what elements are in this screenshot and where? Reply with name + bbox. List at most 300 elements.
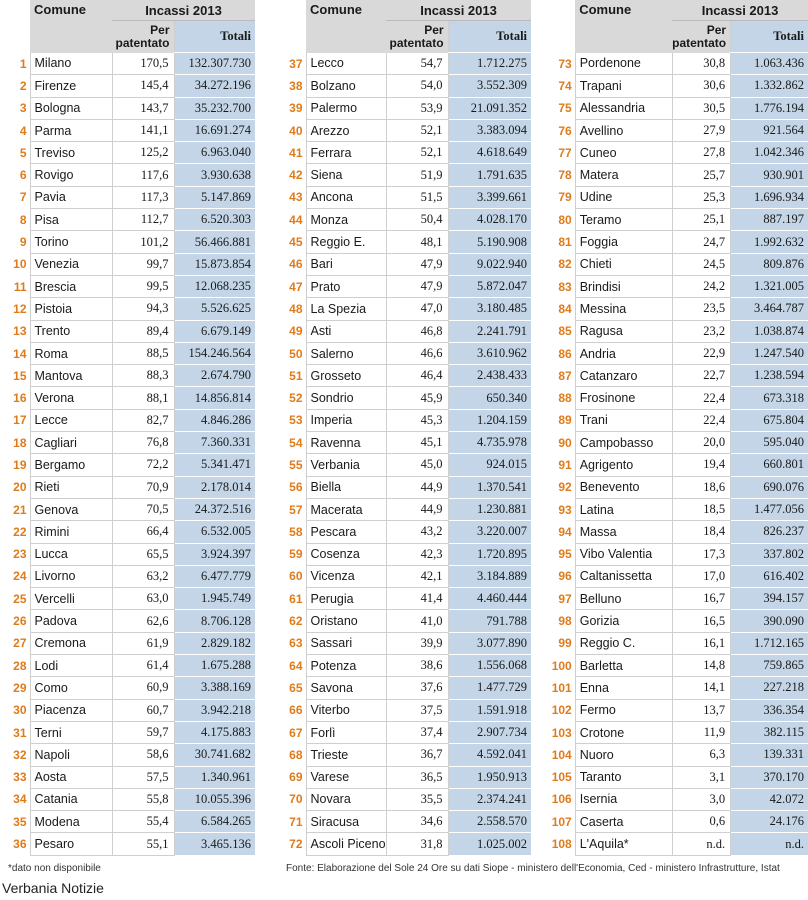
totale-value: 1.042.346: [731, 142, 808, 164]
table-row: [0, 409, 255, 431]
rank-number: 82: [558, 257, 572, 272]
table-row: [545, 699, 808, 721]
rank-number: 70: [289, 792, 303, 807]
comune-name: Rimini: [30, 521, 112, 543]
per-patentato-value: 60,7: [112, 699, 174, 721]
per-patentato-value: 61,4: [112, 655, 174, 677]
rank-number: 6: [19, 168, 27, 183]
comune-header: Comune: [30, 0, 112, 53]
table-row: [276, 365, 531, 387]
totale-value: 1.675.288: [174, 655, 255, 677]
rank-number: 87: [558, 368, 572, 383]
per-patentato-value: 41,0: [386, 610, 448, 632]
totale-value: 1.712.165: [731, 632, 808, 654]
rank-number: 83: [558, 279, 572, 294]
table-row: [545, 53, 808, 75]
totale-value: 1.477.056: [731, 498, 808, 520]
watermark: Verbania Notizie: [2, 880, 104, 896]
totale-value: 12.068.235: [174, 275, 255, 297]
totale-value: 2.178.014: [174, 476, 255, 498]
per-patentato-value: 6,3: [672, 744, 731, 766]
totale-value: 2.558.570: [448, 811, 531, 833]
table-row: [545, 588, 808, 610]
comune-name: Piacenza: [30, 699, 112, 721]
rank-number: 14: [13, 346, 27, 361]
comune-name: Aosta: [30, 766, 112, 788]
rank-number: 66: [289, 703, 303, 718]
rank-number: 73: [558, 56, 572, 71]
rank-number: 3: [19, 101, 27, 116]
table-row: [276, 833, 531, 855]
rank-number: 63: [289, 636, 303, 651]
per-patentato-value: 25,7: [672, 164, 731, 186]
table-row: [0, 432, 255, 454]
comune-name: Vercelli: [30, 588, 112, 610]
per-patentato-value: 18,6: [672, 476, 731, 498]
comune-header: Comune: [575, 0, 672, 53]
per-patentato-value: 52,1: [386, 142, 448, 164]
comune-name: Asti: [306, 320, 386, 342]
totale-value: 2.674.790: [174, 365, 255, 387]
comune-name: Monza: [306, 209, 386, 231]
comune-name: Grosseto: [306, 365, 386, 387]
per-patentato-value: 3,0: [672, 788, 731, 810]
rank-number: 61: [289, 591, 303, 606]
comune-name: Catanzaro: [575, 365, 672, 387]
table-row: [545, 521, 808, 543]
per-patentato-value: 27,9: [672, 119, 731, 141]
table-row: [0, 298, 255, 320]
comune-name: Lecce: [30, 409, 112, 431]
per-patentato-value: 0,6: [672, 811, 731, 833]
comune-name: Trento: [30, 320, 112, 342]
table-row: [276, 454, 531, 476]
rank-number: 12: [13, 301, 27, 316]
totale-value: 1.370.541: [448, 476, 531, 498]
rank-number: 15: [13, 368, 27, 383]
totale-value: 4.618.649: [448, 142, 531, 164]
per-patentato-value: 117,6: [112, 164, 174, 186]
per-patentato-value: 17,0: [672, 565, 731, 587]
totale-value: 826.237: [731, 521, 808, 543]
table-row: [545, 342, 808, 364]
rank-number: 78: [558, 168, 572, 183]
per-patentato-value: 76,8: [112, 432, 174, 454]
totale-value: 1.477.729: [448, 677, 531, 699]
comune-name: Bolzano: [306, 75, 386, 97]
rank-number: 24: [13, 569, 27, 584]
totale-value: 660.801: [731, 454, 808, 476]
rank-number: 33: [13, 770, 27, 785]
per-patentato-value: 42,3: [386, 543, 448, 565]
totale-value: 34.272.196: [174, 75, 255, 97]
table-row: [276, 97, 531, 119]
per-patentato-value: 14,1: [672, 677, 731, 699]
rank-number: 7: [19, 190, 27, 205]
table-row: [545, 320, 808, 342]
rank-number: 102: [551, 703, 572, 718]
comune-name: Frosinone: [575, 387, 672, 409]
per-patentato-value: 31,8: [386, 833, 448, 855]
rank-number: 91: [558, 457, 572, 472]
table-row: [276, 298, 531, 320]
totale-value: 1.321.005: [731, 275, 808, 297]
per-patentato-value: 47,0: [386, 298, 448, 320]
rank-header: [276, 0, 306, 53]
rank-number: 20: [13, 480, 27, 495]
rank-number: 18: [13, 435, 27, 450]
totale-value: 154.246.564: [174, 342, 255, 364]
rank-number: 13: [13, 324, 27, 339]
rank-number: 35: [13, 814, 27, 829]
comune-name: Sassari: [306, 632, 386, 654]
table-row: [0, 655, 255, 677]
table-row: [276, 387, 531, 409]
totale-value: 42.072: [731, 788, 808, 810]
comune-name: Terni: [30, 721, 112, 743]
totali-header: Totali: [448, 21, 531, 53]
rank-number: 54: [289, 435, 303, 450]
rank-number: 29: [13, 680, 27, 695]
rank-number: 38: [289, 78, 303, 93]
comune-name: Arezzo: [306, 119, 386, 141]
totale-value: 1.063.436: [731, 53, 808, 75]
totale-value: 930.901: [731, 164, 808, 186]
per-patentato-value: 117,3: [112, 186, 174, 208]
table-row: [0, 97, 255, 119]
table-row: [276, 164, 531, 186]
table-row: [545, 275, 808, 297]
rank-number: 25: [13, 591, 27, 606]
rank-number: 62: [289, 614, 303, 629]
comune-name: Prato: [306, 275, 386, 297]
per-patentato-value: 54,7: [386, 53, 448, 75]
ranking-table-2: [276, 0, 531, 856]
rank-number: 52: [289, 391, 303, 406]
totale-value: 6.963.040: [174, 142, 255, 164]
rank-number: 1: [19, 56, 27, 71]
comune-name: Varese: [306, 766, 386, 788]
per-patentato-value: 45,1: [386, 432, 448, 454]
comune-name: Genova: [30, 498, 112, 520]
comune-name: Venezia: [30, 253, 112, 275]
table-body: [276, 53, 531, 856]
table-row: [0, 320, 255, 342]
comune-name: Palermo: [306, 97, 386, 119]
comune-name: Imperia: [306, 409, 386, 431]
per-patentato-value: 24,5: [672, 253, 731, 275]
totale-value: 3.942.218: [174, 699, 255, 721]
table-row: [0, 588, 255, 610]
comune-name: Lucca: [30, 543, 112, 565]
rank-number: 55: [289, 457, 303, 472]
patentato-label: patentato: [115, 35, 170, 50]
table-body: [545, 53, 808, 856]
comune-header: Comune: [306, 0, 386, 53]
totale-value: 21.091.352: [448, 97, 531, 119]
comune-name: Firenze: [30, 75, 112, 97]
totale-value: 759.865: [731, 655, 808, 677]
rank-number: 75: [558, 101, 572, 116]
per-patentato-value: 51,9: [386, 164, 448, 186]
totale-value: 690.076: [731, 476, 808, 498]
comune-name: Benevento: [575, 476, 672, 498]
per-patentato-value: 53,9: [386, 97, 448, 119]
rank-number: 11: [13, 279, 27, 294]
table-block-2: [276, 0, 531, 860]
totale-value: 1.720.895: [448, 543, 531, 565]
comune-name: Pesaro: [30, 833, 112, 855]
table-row: [545, 142, 808, 164]
rank-number: 53: [289, 413, 303, 428]
totale-value: 15.873.854: [174, 253, 255, 275]
per-patentato-value: 145,4: [112, 75, 174, 97]
table-row: [276, 231, 531, 253]
table-row: [545, 655, 808, 677]
per-patentato-value: 59,7: [112, 721, 174, 743]
per-patentato-header: [386, 21, 448, 53]
per-patentato-value: 3,1: [672, 766, 731, 788]
table-row: [0, 253, 255, 275]
per-patentato-value: 22,7: [672, 365, 731, 387]
table-row: [545, 721, 808, 743]
rank-number: 46: [289, 257, 303, 272]
table-row: [0, 342, 255, 364]
rank-number: 84: [558, 301, 572, 316]
comune-name: Rovigo: [30, 164, 112, 186]
table-row: [0, 721, 255, 743]
table-row: [276, 565, 531, 587]
totale-value: 650.340: [448, 387, 531, 409]
totale-value: 1.247.540: [731, 342, 808, 364]
per-patentato-value: 16,7: [672, 588, 731, 610]
totale-value: 14.856.814: [174, 387, 255, 409]
rank-number: 86: [558, 346, 572, 361]
totale-value: 595.040: [731, 432, 808, 454]
totale-value: 7.360.331: [174, 432, 255, 454]
per-patentato-value: 43,2: [386, 521, 448, 543]
totale-value: 227.218: [731, 677, 808, 699]
comune-name: Macerata: [306, 498, 386, 520]
totale-value: 3.383.094: [448, 119, 531, 141]
table-row: [276, 610, 531, 632]
rank-number: 67: [289, 725, 303, 740]
comune-name: Nuoro: [575, 744, 672, 766]
comune-name: Isernia: [575, 788, 672, 810]
table-row: [0, 565, 255, 587]
table-row: [545, 231, 808, 253]
comune-name: Brindisi: [575, 275, 672, 297]
totale-value: 1.945.749: [174, 588, 255, 610]
table-row: [0, 365, 255, 387]
table-row: [276, 119, 531, 141]
comune-name: Mantova: [30, 365, 112, 387]
table-row: [0, 744, 255, 766]
table-row: [276, 275, 531, 297]
table-row: [0, 53, 255, 75]
per-patentato-value: 13,7: [672, 699, 731, 721]
rank-number: 17: [13, 413, 27, 428]
per-patentato-value: 17,3: [672, 543, 731, 565]
source-note: Fonte: Elaborazione del Sole 24 Ore su dati Siope - ministero dell'Economia, Ced - ministero Infrastrutture, Istat: [286, 863, 780, 874]
table-row: [545, 432, 808, 454]
rank-number: 77: [558, 145, 572, 160]
per-patentato-value: 54,0: [386, 75, 448, 97]
totale-value: 1.025.002: [448, 833, 531, 855]
table-row: [545, 186, 808, 208]
per-patentato-value: 82,7: [112, 409, 174, 431]
per-patentato-value: 37,4: [386, 721, 448, 743]
comune-name: Trapani: [575, 75, 672, 97]
totale-value: n.d.: [731, 833, 808, 855]
per-patentato-value: 50,4: [386, 209, 448, 231]
per-patentato-value: 24,7: [672, 231, 731, 253]
per-patentato-value: 22,4: [672, 409, 731, 431]
comune-name: Fermo: [575, 699, 672, 721]
comune-name: Ascoli Piceno: [306, 833, 386, 855]
table-row: [276, 721, 531, 743]
ranking-table-3: [545, 0, 808, 856]
totale-value: 3.388.169: [174, 677, 255, 699]
rank-number: 19: [13, 457, 27, 472]
rank-number: 106: [551, 792, 572, 807]
per-label: Per: [424, 22, 444, 37]
per-patentato-header: [672, 21, 731, 53]
rank-number: 59: [289, 547, 303, 562]
per-patentato-value: 30,8: [672, 53, 731, 75]
table-row: [276, 632, 531, 654]
totale-value: 35.232.700: [174, 97, 255, 119]
table-row: [276, 744, 531, 766]
per-patentato-header: [112, 21, 174, 53]
comune-name: Perugia: [306, 588, 386, 610]
totale-value: 616.402: [731, 565, 808, 587]
rank-number: 103: [551, 725, 572, 740]
table-row: [0, 186, 255, 208]
rank-number: 5: [19, 145, 27, 160]
totale-value: 9.022.940: [448, 253, 531, 275]
comune-name: Matera: [575, 164, 672, 186]
comune-name: Reggio E.: [306, 231, 386, 253]
table-row: [545, 498, 808, 520]
per-patentato-value: 88,1: [112, 387, 174, 409]
rank-number: 37: [289, 56, 303, 71]
table-row: [276, 655, 531, 677]
totale-value: 370.170: [731, 766, 808, 788]
table-row: [545, 253, 808, 275]
rank-number: 68: [289, 747, 303, 762]
totale-value: 5.147.869: [174, 186, 255, 208]
totale-value: 1.712.275: [448, 53, 531, 75]
totale-value: 1.992.632: [731, 231, 808, 253]
totale-value: 3.399.661: [448, 186, 531, 208]
comune-name: Sondrio: [306, 387, 386, 409]
patentato-label: patentato: [389, 35, 444, 50]
table-row: [545, 632, 808, 654]
table-row: [0, 387, 255, 409]
comune-name: Ancona: [306, 186, 386, 208]
totale-value: 1.230.881: [448, 498, 531, 520]
table-row: [276, 253, 531, 275]
totale-value: 2.829.182: [174, 632, 255, 654]
comune-name: Viterbo: [306, 699, 386, 721]
totale-value: 924.015: [448, 454, 531, 476]
comune-name: Novara: [306, 788, 386, 810]
table-row: [0, 498, 255, 520]
per-patentato-value: 25,3: [672, 186, 731, 208]
rank-number: 23: [13, 547, 27, 562]
totale-value: 809.876: [731, 253, 808, 275]
comune-name: Chieti: [575, 253, 672, 275]
rank-number: 98: [558, 614, 572, 629]
rank-number: 39: [289, 101, 303, 116]
totale-value: 3.184.889: [448, 565, 531, 587]
rank-number: 34: [13, 792, 27, 807]
totale-value: 1.696.934: [731, 186, 808, 208]
totale-value: 56.466.881: [174, 231, 255, 253]
rank-number: 49: [289, 324, 303, 339]
per-patentato-value: 125,2: [112, 142, 174, 164]
per-patentato-value: 22,4: [672, 387, 731, 409]
rank-number: 85: [558, 324, 572, 339]
patentato-label: patentato: [672, 35, 727, 50]
comune-name: Avellino: [575, 119, 672, 141]
rank-header: [0, 0, 30, 53]
per-patentato-value: 170,5: [112, 53, 174, 75]
rank-number: 58: [289, 524, 303, 539]
table-row: [545, 409, 808, 431]
table-row: [0, 610, 255, 632]
per-patentato-value: 45,0: [386, 454, 448, 476]
totale-value: 8.706.128: [174, 610, 255, 632]
per-patentato-value: 70,9: [112, 476, 174, 498]
totale-value: 1.038.874: [731, 320, 808, 342]
totale-value: 3.077.890: [448, 632, 531, 654]
incassi-header: Incassi 2013: [672, 0, 808, 21]
rank-number: 108: [551, 837, 572, 852]
per-patentato-value: 23,5: [672, 298, 731, 320]
totale-value: 382.115: [731, 721, 808, 743]
totale-value: 6.679.149: [174, 320, 255, 342]
totale-value: 4.592.041: [448, 744, 531, 766]
totale-value: 1.776.194: [731, 97, 808, 119]
comune-name: Andria: [575, 342, 672, 364]
comune-name: Modena: [30, 811, 112, 833]
table-row: [545, 365, 808, 387]
per-patentato-value: 16,1: [672, 632, 731, 654]
comune-name: Torino: [30, 231, 112, 253]
per-patentato-value: 19,4: [672, 454, 731, 476]
per-patentato-value: 143,7: [112, 97, 174, 119]
comune-name: Parma: [30, 119, 112, 141]
rank-number: 107: [551, 814, 572, 829]
per-patentato-value: 24,2: [672, 275, 731, 297]
totale-value: 139.331: [731, 744, 808, 766]
per-patentato-value: 52,1: [386, 119, 448, 141]
totale-value: 3.930.638: [174, 164, 255, 186]
rank-number: 89: [558, 413, 572, 428]
table-block-1: [0, 0, 255, 860]
table-row: [545, 610, 808, 632]
table-row: [276, 75, 531, 97]
totale-value: 394.157: [731, 588, 808, 610]
comune-name: Savona: [306, 677, 386, 699]
comune-name: Verona: [30, 387, 112, 409]
rank-number: 30: [13, 703, 27, 718]
table-row: [276, 342, 531, 364]
totale-value: 3.552.309: [448, 75, 531, 97]
comune-name: Agrigento: [575, 454, 672, 476]
